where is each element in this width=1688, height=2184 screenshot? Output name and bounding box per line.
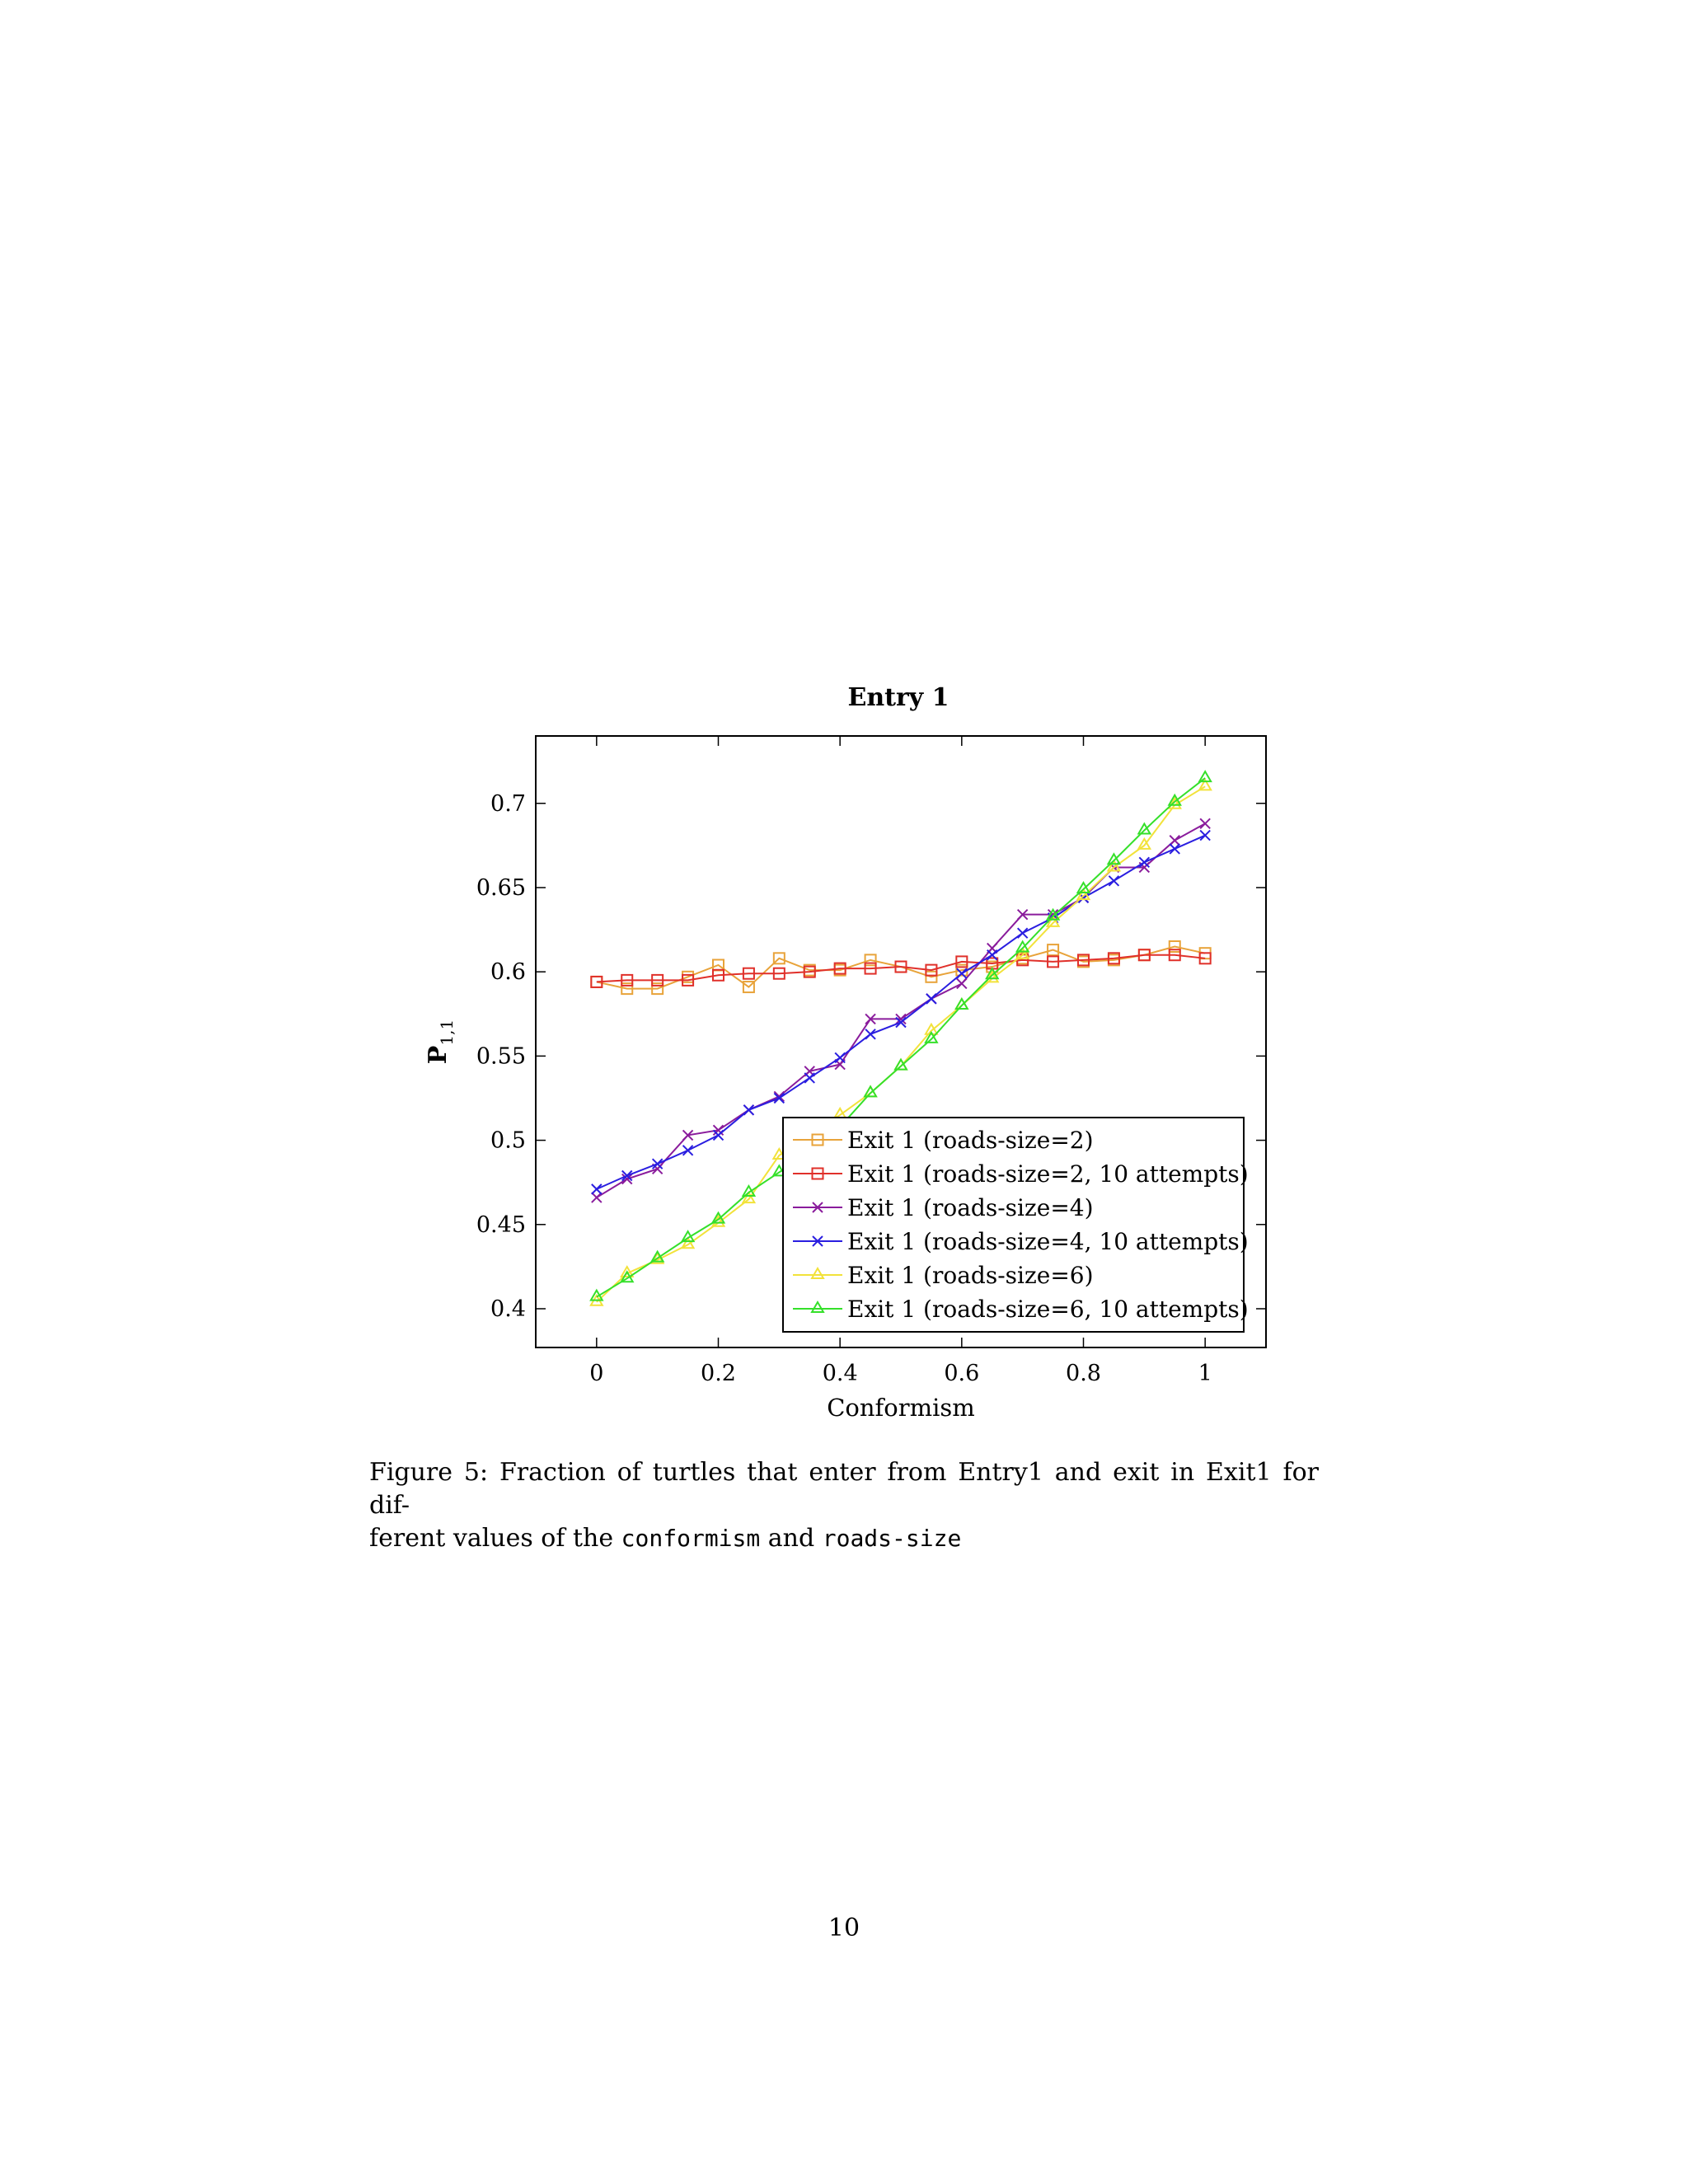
legend xyxy=(783,1118,1249,1332)
legend-label: Exit 1 (roads-size=6) xyxy=(847,1262,1094,1289)
caption-text-1: Figure 5: Fraction of turtles that enter from Entry1 and exit in Exit1 for dif- xyxy=(369,1458,1319,1520)
page-number: 10 xyxy=(828,1914,860,1943)
data-point xyxy=(743,1105,753,1115)
x-tick-label: 0.8 xyxy=(1066,1361,1101,1386)
data-point xyxy=(835,1052,845,1062)
figure-caption xyxy=(369,1456,1319,1555)
y-tick-label: 0.5 xyxy=(490,1127,526,1154)
data-point xyxy=(1170,836,1179,846)
legend-label: Exit 1 (roads-size=4) xyxy=(847,1194,1094,1221)
caption-code-roads-size: roads-size xyxy=(822,1525,962,1552)
data-point xyxy=(1078,883,1090,893)
caption-text-3: and xyxy=(760,1524,823,1553)
legend-label: Exit 1 (roads-size=2) xyxy=(847,1127,1094,1154)
chart-title: Entry 1 xyxy=(847,683,950,712)
y-tick-label: 0.4 xyxy=(490,1296,526,1322)
legend-entry xyxy=(793,1160,1249,1188)
data-point xyxy=(743,1186,754,1196)
x-axis-label: Conformism xyxy=(827,1394,975,1422)
y-tick-label: 0.6 xyxy=(490,959,526,986)
data-point xyxy=(683,1146,693,1155)
y-tick-label: 0.45 xyxy=(476,1212,526,1238)
caption-code-conformism: conformism xyxy=(621,1525,761,1552)
data-point xyxy=(592,1184,602,1194)
y-tick-label: 0.55 xyxy=(476,1043,526,1070)
x-tick-label: 0.2 xyxy=(701,1361,736,1386)
y-axis-label-main: P xyxy=(424,1045,452,1065)
y-axis-label-subscript: 1,1 xyxy=(437,1019,457,1046)
data-point xyxy=(926,994,936,1004)
data-point xyxy=(957,978,967,988)
data-point xyxy=(1170,844,1179,854)
x-tick-label: 1 xyxy=(1198,1361,1212,1386)
legend-entry xyxy=(793,1296,1249,1323)
y-tick-label: 0.65 xyxy=(476,874,526,901)
x-tick-label: 0.6 xyxy=(944,1361,980,1386)
data-point xyxy=(1018,928,1028,938)
legend-label: Exit 1 (roads-size=6, 10 attempts) xyxy=(847,1296,1249,1323)
data-point xyxy=(1139,857,1149,867)
data-point xyxy=(1109,876,1118,886)
x-tick-label: 0.4 xyxy=(822,1361,858,1386)
legend-entry xyxy=(793,1228,1249,1255)
data-point xyxy=(592,1193,602,1202)
y-tick-label: 0.7 xyxy=(490,790,526,817)
caption-text-2: ferent values of the xyxy=(369,1524,621,1553)
data-point xyxy=(804,1073,814,1083)
data-point xyxy=(1138,823,1150,833)
data-point xyxy=(865,1086,876,1096)
legend-label: Exit 1 (roads-size=4, 10 attempts) xyxy=(847,1228,1249,1255)
x-tick-label: 0 xyxy=(589,1361,604,1386)
data-point xyxy=(714,1130,724,1140)
data-point xyxy=(1200,831,1210,841)
legend-label: Exit 1 (roads-size=2, 10 attempts) xyxy=(847,1160,1249,1188)
y-axis-label xyxy=(424,1019,457,1064)
data-point xyxy=(865,1029,875,1039)
series-line xyxy=(597,955,1205,982)
data-point xyxy=(1200,818,1210,828)
